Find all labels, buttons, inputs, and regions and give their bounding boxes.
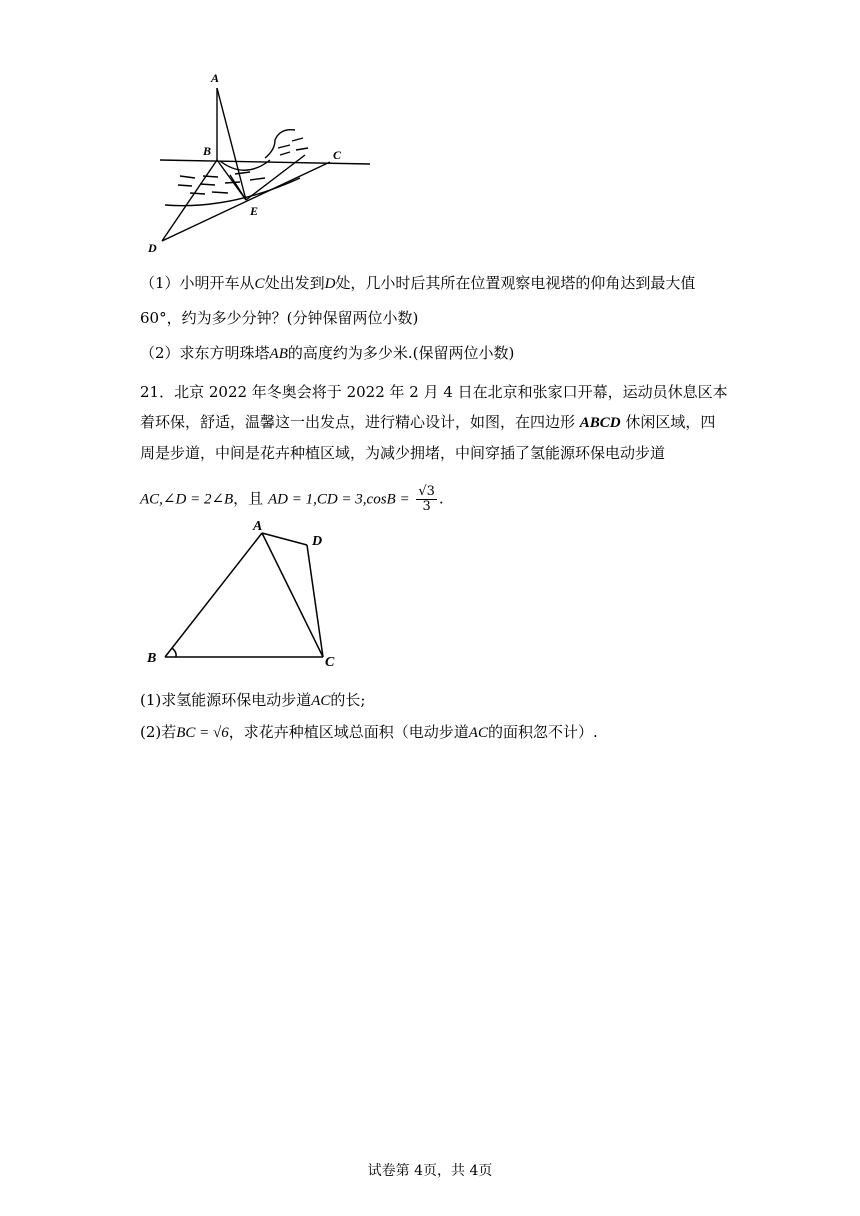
label-C: C xyxy=(333,148,342,162)
label-B: B xyxy=(203,144,212,158)
cos-fraction: $\frac{√3}{3}$ xyxy=(418,484,435,514)
problem-21-text: 21．北京 2022 年冬奥会将于 2022 年 2 月 4 日在北京和张家口开幕，运动员休息区本着环保，舒适，温馨这一出发点，进行精心设计，如图，在四边形 ABCD 休闲区域，四周是步道，中间是花卉种植区域，为减少拥堵，中间穿插了氢能源环保电动步道 xyxy=(140,383,728,462)
label-B2: B xyxy=(147,651,157,666)
label-D: D xyxy=(148,241,157,255)
question-1-line-1: （1）小明开车从C处出发到D处，几小时后其所在位置观察电视塔的仰角达到最大值 xyxy=(140,274,696,292)
subquestion-1: (1)求氢能源环保电动步道AC的长; xyxy=(140,691,366,709)
label-A2: A xyxy=(253,519,263,534)
label-C2: C xyxy=(325,655,335,670)
subquestion-2: (2)若BC = √6，求花卉种植区域总面积（电动步道AC的面积忽不计）. xyxy=(140,723,598,741)
problem-21-condition: AC,∠D = 2∠B，且 AD = 1,CD = 3,cosB = $\frac{√3}{3}$ . xyxy=(140,484,444,514)
question-1-line-2: 60°，约为多少分钟？(分钟保留两位小数) xyxy=(140,309,419,327)
label-A: A xyxy=(211,71,220,85)
label-D2: D xyxy=(312,534,323,549)
question-2: （2）求东方明珠塔AB的高度约为多少米.(保留两位小数) xyxy=(140,344,515,362)
page-footer: 试卷第 4页，共 4页 xyxy=(367,1163,493,1179)
label-E: E xyxy=(250,204,259,218)
